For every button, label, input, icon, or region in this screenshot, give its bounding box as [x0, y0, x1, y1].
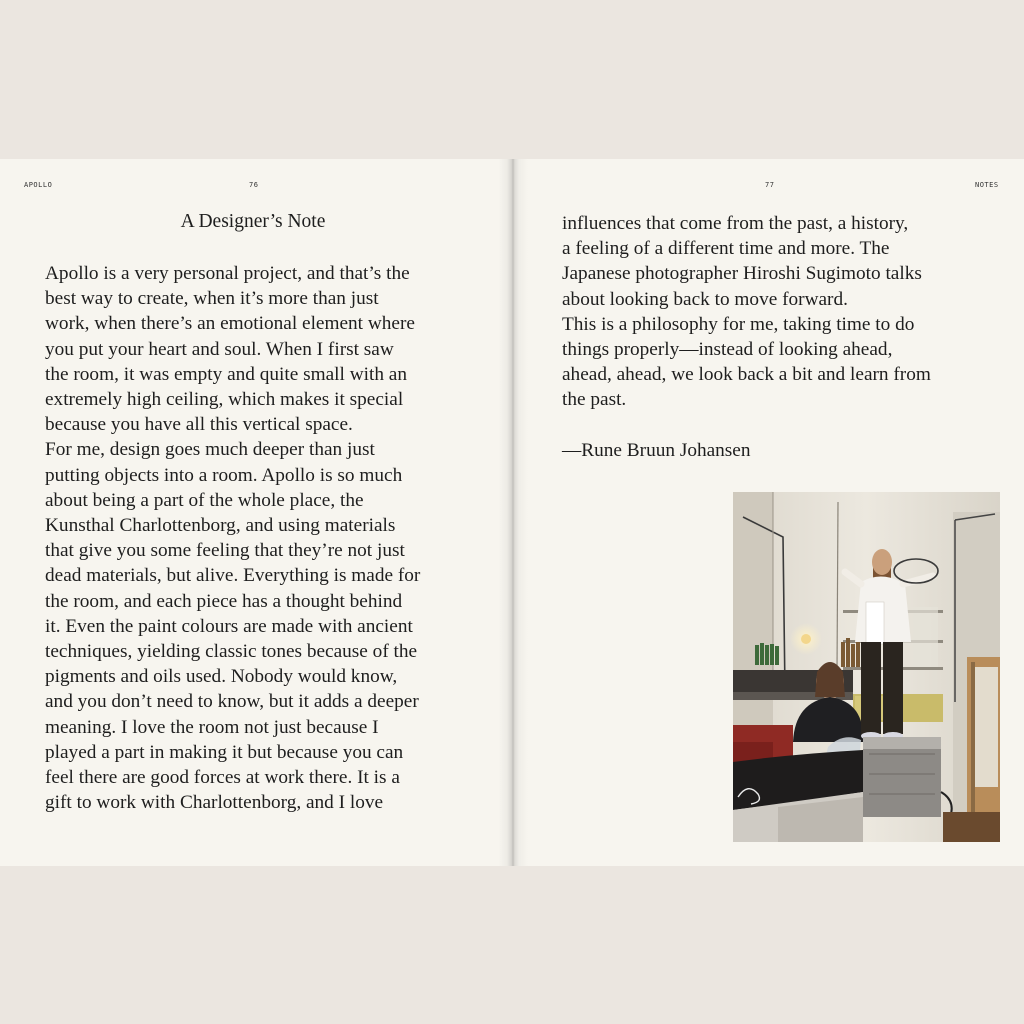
text-line: pigments and oils used. Nobody would know,	[45, 666, 398, 688]
book-gutter	[498, 159, 528, 866]
text-line: best way to create, when it’s more than just	[45, 288, 379, 310]
text-line: the room, it was empty and quite small with an	[45, 363, 407, 385]
page-number-right: 77	[765, 181, 775, 189]
text-line: feel there are good forces at work there. It is a	[45, 767, 400, 789]
text-line: ahead, ahead, we look back a bit and learn from	[562, 364, 931, 386]
text-line: extremely high ceiling, which makes it special	[45, 389, 404, 411]
text-line: gift to work with Charlottenborg, and I love	[45, 792, 384, 814]
text-line: For me, design goes much deeper than just	[45, 439, 375, 461]
running-head-right: NOTES	[975, 181, 999, 189]
text-line: influences that come from the past, a history,	[562, 213, 909, 234]
left-body-text	[45, 261, 420, 815]
page-title: A Designer’s Note	[180, 211, 326, 232]
text-line: that give you some feeling that they’re not just	[45, 540, 405, 562]
text-line: Kunsthal Charlottenborg, and using materials	[45, 515, 396, 537]
text-line: Japanese photographer Hiroshi Sugimoto talks	[562, 263, 922, 285]
text-line: dead materials, but alive. Everything is made for	[45, 565, 421, 587]
running-head-left: APOLLO	[24, 181, 53, 189]
photograph	[733, 492, 1000, 842]
text-line: played a part in making it but because you can	[45, 741, 404, 763]
text-line: meaning. I love the room not just because I	[45, 716, 379, 738]
text-line: the room, and each piece has a thought behind	[45, 590, 403, 612]
text-line: it. Even the paint colours are made with ancient	[45, 615, 413, 637]
text-line: about being a part of the whole place, the	[45, 489, 364, 511]
text-line: techniques, yielding classic tones because of the	[45, 641, 418, 663]
text-line: you put your heart and soul. When I first saw	[45, 338, 394, 360]
text-line: work, when there’s an emotional element where	[45, 313, 415, 335]
text-line: about looking back to move forward.	[562, 288, 848, 310]
text-line: the past.	[562, 389, 627, 411]
book-spread	[0, 159, 1024, 866]
text-line: This is a philosophy for me, taking time to do	[562, 313, 915, 335]
text-line: putting objects into a room. Apollo is so much	[45, 464, 403, 486]
page-number-left: 76	[249, 181, 259, 189]
text-line: and you don’t need to know, but it adds a deeper	[45, 691, 419, 713]
text-line: Apollo is a very personal project, and that’s the	[45, 263, 410, 284]
right-body-text	[562, 211, 931, 413]
text-line: a feeling of a different time and more. The	[562, 238, 890, 260]
signature: —Rune Bruun Johansen	[562, 440, 751, 461]
text-line: things properly—instead of looking ahead,	[562, 339, 893, 361]
text-line: because you have all this vertical space.	[45, 414, 353, 436]
